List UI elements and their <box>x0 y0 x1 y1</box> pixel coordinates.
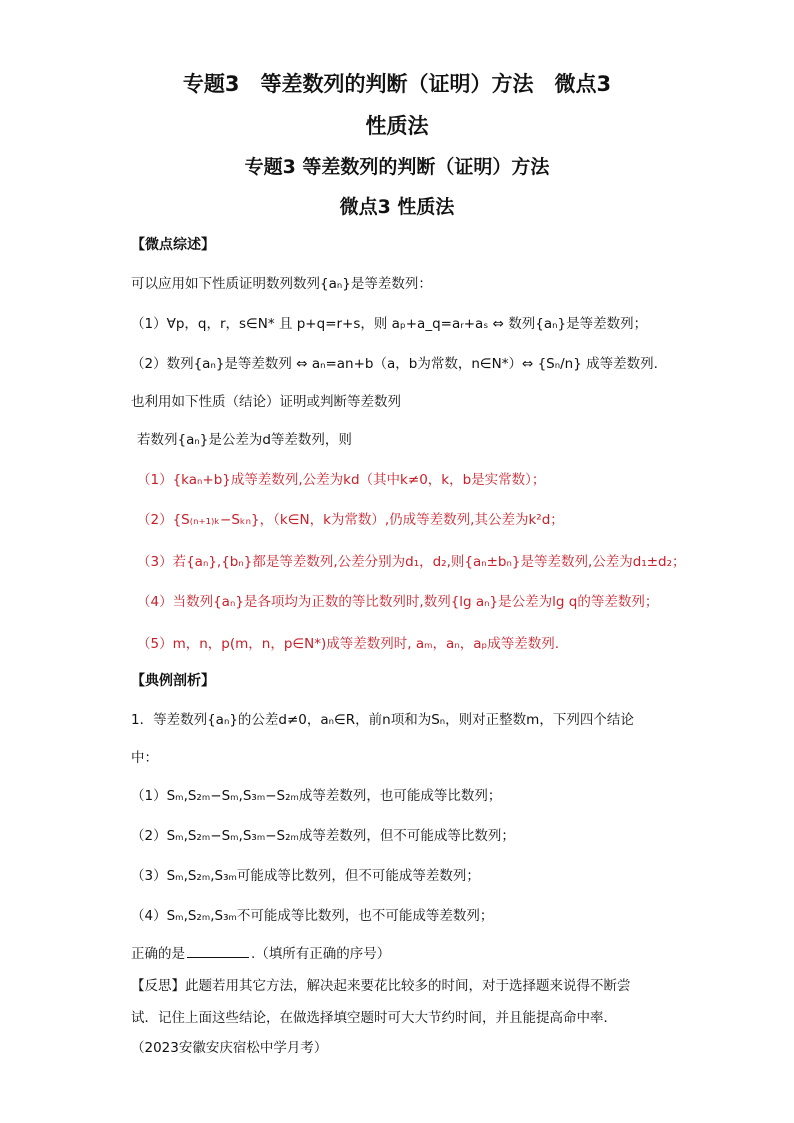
page-title-continued: 性质法 <box>365 114 429 138</box>
property-2: （2）数列{aₙ}是等差数列 ⇔ aₙ=an+b（a，b为常数，n∈N*）⇔ {Sₙ/n} 成等差数列. <box>131 356 658 372</box>
result-4: （4）当数列{aₙ}是各项均为正数的等比数列时,数列{lg aₙ}是公差为lg q的等差数列； <box>137 594 659 610</box>
conclusion-1: （1）Sₘ,S₂ₘ−Sₘ,S₃ₘ−S₂ₘ成等差数列，也可能成等比数列； <box>131 788 502 804</box>
examples-heading: 【典例剖析】 <box>131 673 215 689</box>
result-3: （3）若{aₙ},{bₙ}都是等差数列,公差分别为d₁，d₂,则{aₙ±bₙ}是等差数列,公差为d₁±d₂； <box>137 554 686 570</box>
question-1-stem: 1．等差数列{aₙ}的公差d≠0，aₙ∈R，前n项和为Sₙ，则对正整数m，下列四个结论 <box>131 712 634 728</box>
result-1: （1）{kaₙ+b}成等差数列,公差为kd（其中k≠0，k，b是实常数）； <box>137 472 546 488</box>
source-note: （2023安徽安庆宿松中学月考） <box>131 1040 328 1056</box>
subtitle-topic: 专题3 等差数列的判断（证明）方法 <box>244 156 550 178</box>
overview-heading: 【微点综述】 <box>131 237 215 253</box>
answer-blank[interactable] <box>187 945 249 958</box>
condition-text: 若数列{aₙ}是公差为d等差数列，则 <box>137 432 352 448</box>
property-1: （1）∀p，q，r，s∈N* 且 p+q=r+s，则 aₚ+a_q=aᵣ+aₛ ⇔ 数列{aₙ}是等差数列； <box>131 316 648 332</box>
result-2: （2）{S₍ₙ₊₁₎ₖ−Sₖₙ}，（k∈N，k为常数）,仍成等差数列,其公差为k²d； <box>137 512 564 528</box>
conclusion-2: （2）Sₘ,S₂ₘ−Sₘ,S₃ₘ−S₂ₘ成等差数列，但不可能成等比数列； <box>131 828 515 844</box>
also-text: 也利用如下性质（结论）证明或判断等差数列 <box>131 394 401 410</box>
reflection-line-1: 【反思】此题若用其它方法，解决起来要花比较多的时间，对于选择题来说得不断尝 <box>131 978 631 994</box>
reflection-line-2: 试．记住上面这些结论，在做选择填空题时可大大节约时间，并且能提高命中率． <box>131 1010 617 1026</box>
page-title: 专题3 等差数列的判断（证明）方法 微点3 <box>182 72 612 96</box>
conclusion-4: （4）Sₘ,S₂ₘ,S₃ₘ不可能成等比数列，也不可能成等差数列； <box>131 908 494 924</box>
answer-prefix: 正确的是 <box>131 946 185 962</box>
overview-intro: 可以应用如下性质证明数列数列{aₙ}是等差数列： <box>131 276 432 292</box>
question-1-stem-cont: 中： <box>131 750 158 766</box>
result-5: （5）m，n，p(m，n，p∈N*)成等差数列时, aₘ，aₙ，aₚ成等差数列. <box>137 636 560 652</box>
conclusion-3: （3）Sₘ,S₂ₘ,S₃ₘ可能成等比数列，但不可能成等差数列； <box>131 868 480 884</box>
answer-suffix: .（填所有正确的序号） <box>251 946 391 962</box>
answer-line <box>131 942 390 962</box>
subtitle-point: 微点3 性质法 <box>339 196 455 218</box>
